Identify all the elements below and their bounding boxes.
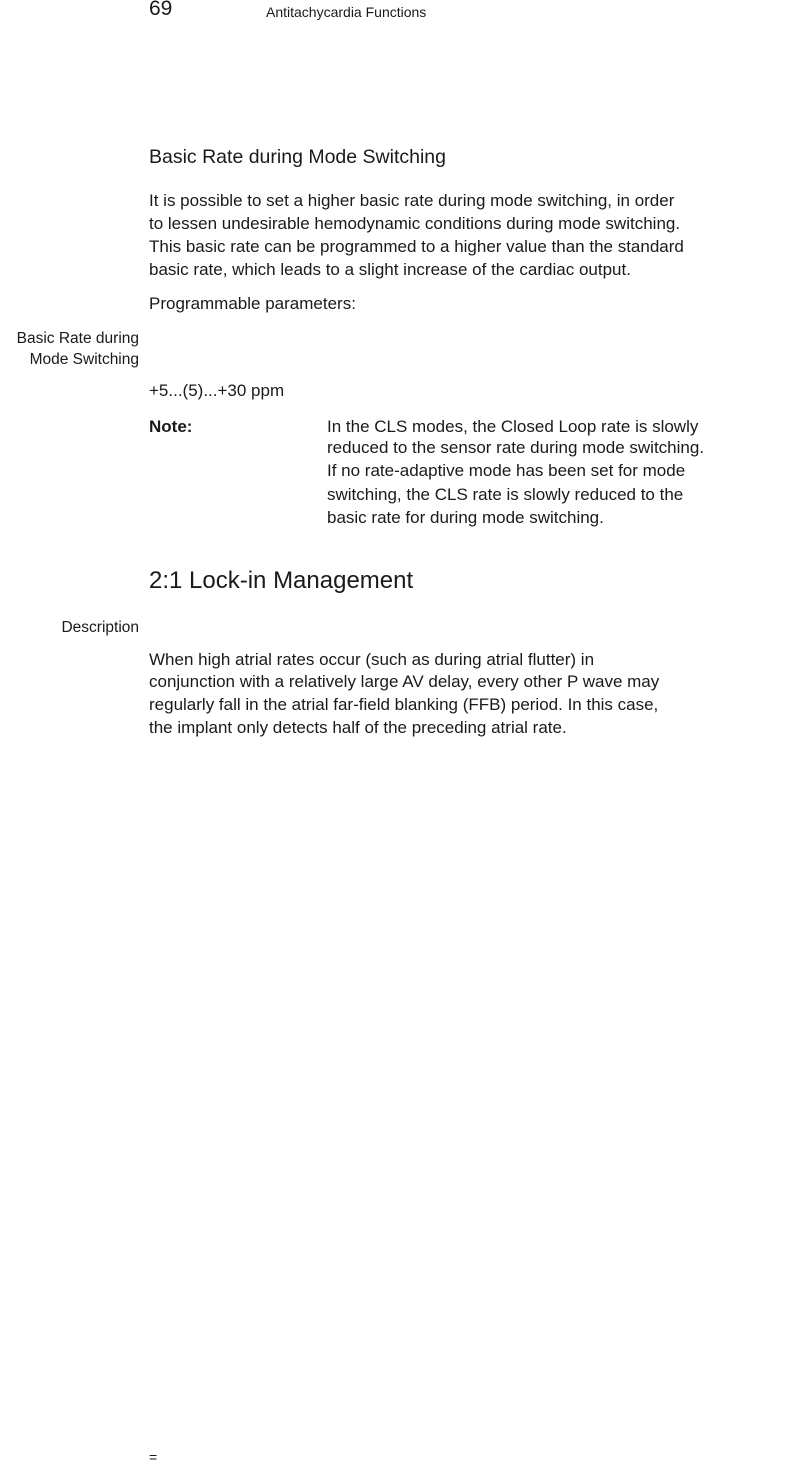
paragraph-line: It is possible to set a higher basic rate during mode switching, in order — [149, 191, 675, 210]
paragraph-line: the implant only detects half of the preceding atrial rate. — [149, 718, 567, 737]
paragraph-line: conjunction with a relatively large AV delay, every other P wave may — [149, 672, 660, 691]
note-label: Note: — [149, 417, 193, 436]
note-line: basic rate for during mode switching. — [327, 508, 604, 527]
note-line: In the CLS modes, the Closed Loop rate is slowly — [327, 417, 699, 436]
paragraph-line: This basic rate can be programmed to a higher value than the standard — [149, 237, 684, 256]
section-title-basic-rate: Basic Rate during Mode Switching — [149, 146, 446, 168]
section-title-lock-in: 2:1 Lock-in Management — [149, 567, 414, 594]
note-line: reduced to the sensor rate during mode switching. — [327, 438, 705, 457]
note-line: switching, the CLS rate is slowly reduced to the — [327, 485, 684, 504]
margin-label-description: Description — [61, 619, 139, 636]
page-number: 69 — [149, 0, 173, 20]
paragraph-line: basic rate, which leads to a slight increase of the cardiac output. — [149, 260, 631, 279]
margin-label-mode-switching: Mode Switching — [29, 351, 139, 368]
paragraph-line: regularly fall in the atrial far-field blanking (FFB) period. In this case, — [149, 695, 659, 714]
programmable-parameters-label: Programmable parameters: — [149, 294, 356, 313]
parameter-value: +5...(5)...+30 ppm — [149, 381, 285, 400]
note-line: If no rate-adaptive mode has been set for mode — [327, 461, 686, 480]
footer-mark: = — [149, 1449, 158, 1465]
running-header: Antitachycardia Functions — [266, 4, 427, 20]
paragraph-line: to lessen undesirable hemodynamic conditions during mode switching. — [149, 214, 681, 233]
margin-label-basic-rate: Basic Rate during — [16, 330, 139, 347]
paragraph-line: When high atrial rates occur (such as during atrial flutter) in — [149, 650, 595, 669]
